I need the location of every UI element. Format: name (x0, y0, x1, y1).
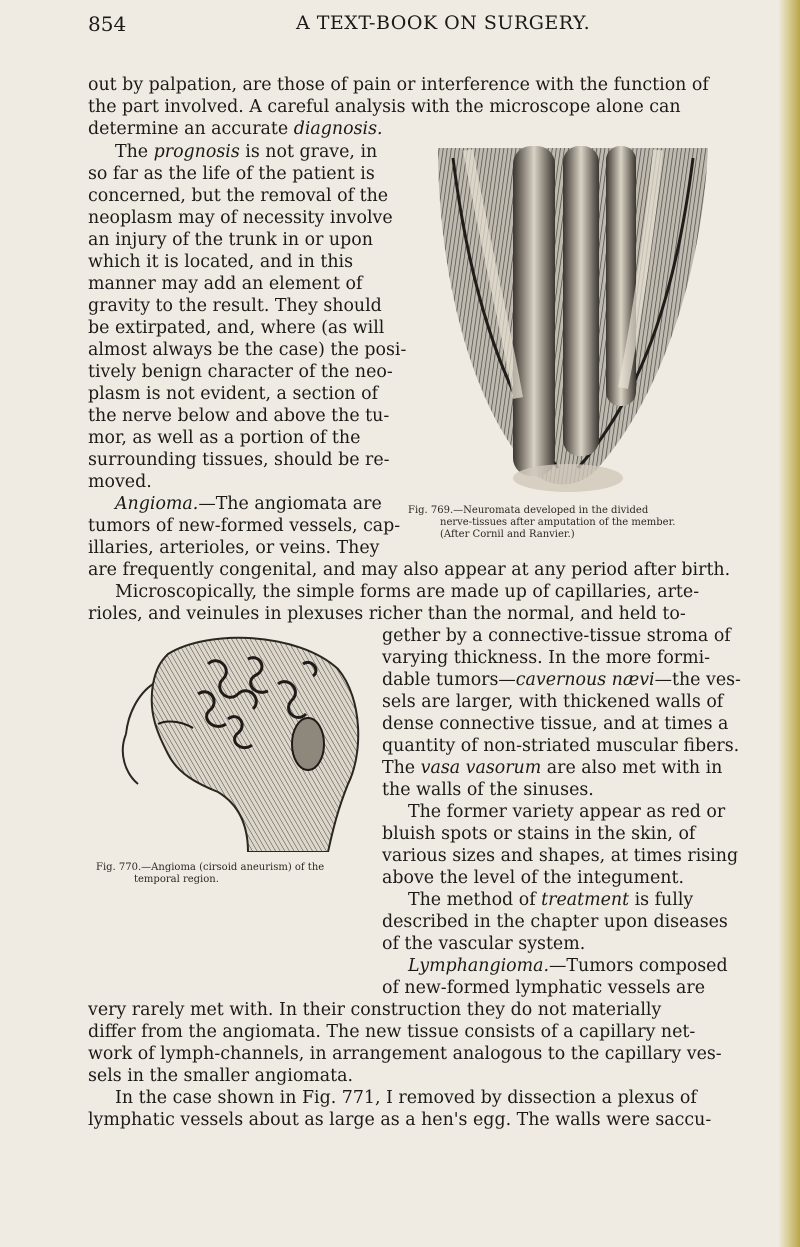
text-line: In the case shown in Fig. 771, I removed by dissection a plexus of (115, 1088, 697, 1108)
text-line: neoplasm may of necessity involve (88, 208, 393, 228)
page-edge-shadow (778, 0, 800, 1247)
text-line: of new-formed lymphatic vessels are (382, 978, 705, 998)
text-line: illaries, arterioles, or veins. They (88, 538, 380, 558)
text-line: of the vascular system. (382, 934, 586, 954)
text-line: so far as the life of the patient is (88, 164, 375, 184)
text-line: the walls of the sinuses. (382, 780, 594, 800)
text-line: manner may add an element of (88, 274, 363, 294)
text-line: the nerve below and above the tu- (88, 406, 390, 426)
text-line: varying thickness. In the more formi- (382, 648, 711, 668)
figure-769-neuromata-illustration (408, 138, 728, 500)
text-line: lymphatic vessels about as large as a hen's egg. The walls were saccu- (88, 1110, 712, 1130)
text-line: plasm is not evident, a section of (88, 384, 379, 404)
figure-770-caption-line-1: Fig. 770.—Angioma (cirsoid aneurism) of the (96, 862, 325, 873)
text-line: mor, as well as a portion of the (88, 428, 361, 448)
figure-769-caption-line-3: (After Cornil and Ranvier.) (440, 529, 575, 540)
text-line: the part involved. A careful analysis with the microscope alone can (88, 97, 681, 117)
page-number: 854 (88, 12, 127, 36)
figure-770-angioma-illustration (98, 624, 368, 852)
text-line: moved. (88, 472, 152, 492)
figure-770-caption-line-2: temporal region. (134, 874, 219, 885)
text-line: very rarely met with. In their construction they do not materially (88, 1000, 662, 1020)
text-line: dense connective tissue, and at times a (382, 714, 729, 734)
text-line: Lymphangioma.—Tumors composed (408, 956, 728, 976)
text-line: almost always be the case) the posi- (88, 340, 407, 360)
text-line: concerned, but the removal of the (88, 186, 389, 206)
text-line: sels in the smaller angiomata. (88, 1066, 354, 1086)
text-line: gether by a connective-tissue stroma of (382, 626, 731, 646)
page-header (88, 12, 728, 40)
text-line: tumors of new-formed vessels, cap- (88, 516, 401, 536)
text-line: above the level of the integument. (382, 868, 685, 888)
text-line: The prognosis is not grave, in (115, 142, 378, 162)
text-line: The former variety appear as red or (408, 802, 726, 822)
text-line: an injury of the trunk in or upon (88, 230, 373, 250)
text-line: The vasa vasorum are also met with in (382, 758, 723, 778)
text-line: are frequently congenital, and may also appear at any period after birth. (88, 560, 731, 580)
figure-769-caption-line-1: Fig. 769.—Neuromata developed in the divided (408, 505, 649, 516)
text-line: which it is located, and in this (88, 252, 354, 272)
text-line: dable tumors—cavernous nævi—the ves- (382, 670, 741, 690)
text-line: determine an accurate diagnosis. (88, 119, 383, 139)
text-line: bluish spots or stains in the skin, of (382, 824, 696, 844)
text-line: be extirpated, and, where (as will (88, 318, 385, 338)
text-line: The method of treatment is fully (408, 890, 694, 910)
text-line: various sizes and shapes, at times rising (382, 846, 739, 866)
text-line: sels are larger, with thickened walls of (382, 692, 724, 712)
text-line: rioles, and veinules in plexuses richer than the normal, and held to- (88, 604, 686, 624)
text-line: Angioma.—The angiomata are (115, 494, 382, 514)
text-line: gravity to the result. They should (88, 296, 382, 316)
text-line: quantity of non-striated muscular fibers. (382, 736, 740, 756)
running-head: A TEXT-BOOK ON SURGERY. (296, 12, 591, 34)
text-line: surrounding tissues, should be re- (88, 450, 390, 470)
text-line: Microscopically, the simple forms are made up of capillaries, arte- (115, 582, 700, 602)
text-line: described in the chapter upon diseases (382, 912, 728, 932)
text-line: differ from the angiomata. The new tissue consists of a capillary net- (88, 1022, 696, 1042)
figure-769-caption-line-2: nerve-tissues after amputation of the member. (440, 517, 676, 528)
text-line: work of lymph-channels, in arrangement analogous to the capillary ves- (88, 1044, 722, 1064)
text-line: tively benign character of the neo- (88, 362, 393, 382)
text-line: out by palpation, are those of pain or interference with the function of (88, 75, 709, 95)
